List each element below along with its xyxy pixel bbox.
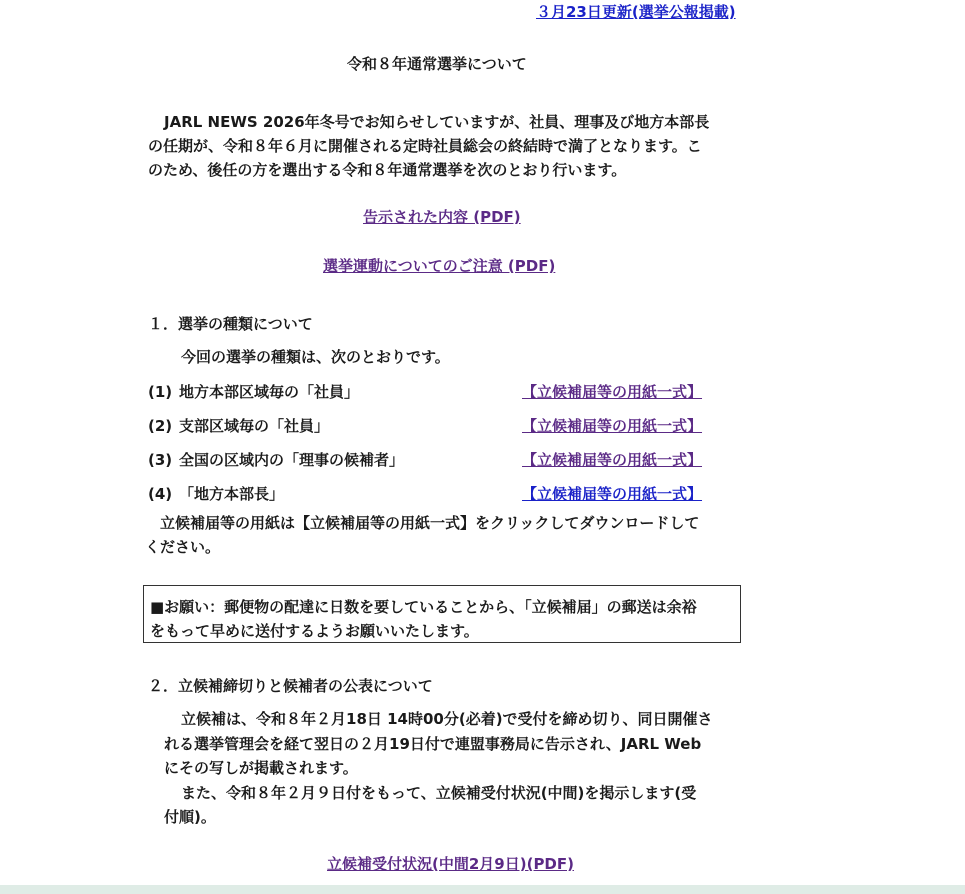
campaign-notes-pdf-link[interactable]: 選挙運動についてのご注意 (PDF)	[323, 257, 556, 275]
item-label: 全国の区域内の「理事の候補者」	[179, 451, 405, 469]
section2-p2-line-1: また、令和８年２月９日付をもって、立候補受付状況(中間)を掲示します(受	[181, 784, 697, 802]
intro-line-3: のため、後任の方を選出する令和８年通常選挙を次のとおり行います。	[148, 161, 627, 179]
item-label: 支部区域毎の「社員」	[179, 417, 330, 435]
notice-line-1: ■お願い：郵便物の配達に日数を要していることから、「立候補届」の郵送は余裕	[150, 598, 697, 616]
section2-heading: ２．立候補締切りと候補者の公表について	[148, 677, 433, 695]
section2-p2-line-2: 付順)。	[164, 808, 216, 826]
notice-box	[143, 585, 741, 643]
section2-p1-line-1: 立候補は、令和８年２月18日 14時00分(必着)で受付を締め切り、同日開催さ	[181, 710, 713, 728]
item-number: (3)	[148, 451, 173, 469]
item-label: 「地方本部長」	[179, 485, 285, 503]
item-number: (2)	[148, 417, 173, 435]
intro-line-2: の任期が、令和８年６月に開催される定時社員総会の終結時で満了となります。こ	[148, 137, 702, 155]
interim-status-pdf-link[interactable]: 立候補受付状況(中間2月9日)(PDF)	[327, 855, 574, 873]
section1-heading: １．選挙の種類について	[148, 315, 313, 333]
page-title: 令和８年通常選挙について	[347, 55, 527, 73]
section2-p1-line-2: れる選挙管理会を経て翌日の２月19日付で連盟事務局に告示され、JARL Web	[164, 735, 702, 753]
form-set-link-3[interactable]: 【立候補届等の用紙一式】	[522, 451, 703, 469]
form-set-link-1[interactable]: 【立候補届等の用紙一式】	[522, 383, 703, 401]
download-note-line-1: 立候補届等の用紙は【立候補届等の用紙一式】をクリックしてダウンロードして	[160, 514, 700, 532]
item-number: (1)	[148, 383, 173, 401]
item-number: (4)	[148, 485, 173, 503]
section2-p1-line-3: にその写しが掲載されます。	[164, 759, 358, 777]
announced-pdf-link[interactable]: 告示された内容 (PDF)	[363, 208, 521, 226]
form-set-link-2[interactable]: 【立候補届等の用紙一式】	[522, 417, 703, 435]
bottom-strip	[0, 885, 965, 894]
section1-lead: 今回の選挙の種類は、次のとおりです。	[181, 348, 450, 366]
form-set-link-4[interactable]: 【立候補届等の用紙一式】	[522, 485, 703, 503]
item-label: 地方本部区域毎の「社員」	[179, 383, 360, 401]
notice-line-2: をもって早めに送付するようお願いいたします。	[150, 622, 479, 640]
update-link[interactable]: ３月23日更新(選挙公報掲載)	[536, 3, 736, 21]
download-note-line-2: ください。	[145, 538, 221, 556]
intro-line-1: JARL NEWS 2026年冬号でお知らせしていますが、社員、理事及び地方本部長	[164, 113, 710, 131]
